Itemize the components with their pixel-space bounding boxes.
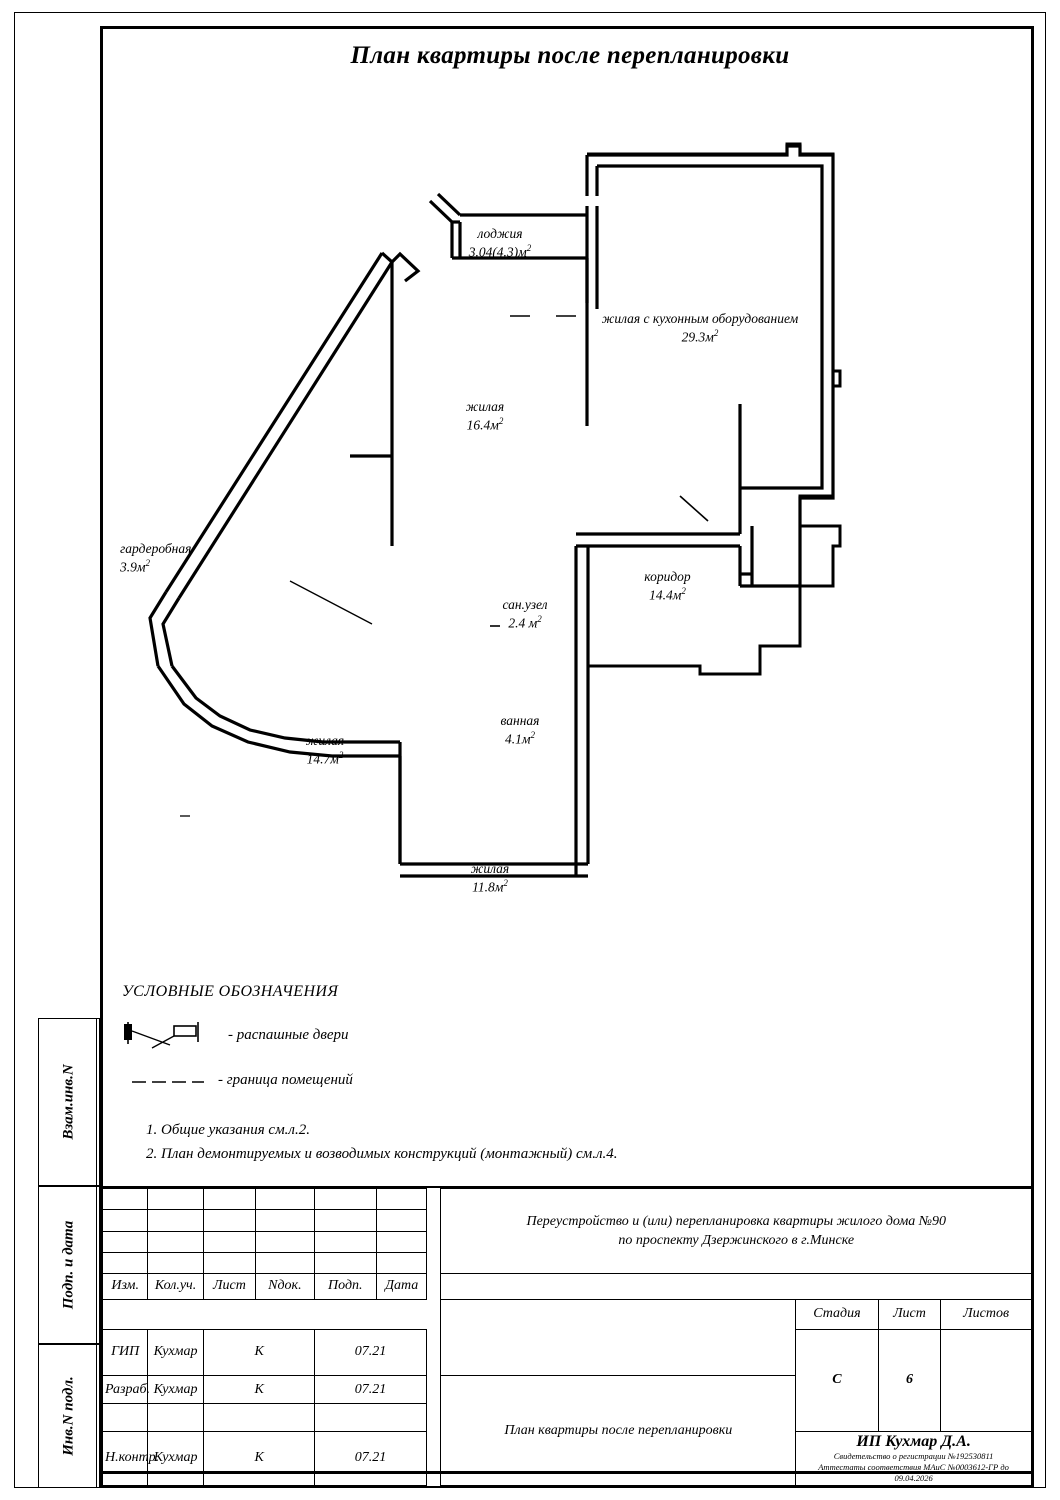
stamp-gap: [427, 1376, 441, 1404]
stamp-gap: [427, 1329, 441, 1376]
side-label-sign-date: [38, 1186, 100, 1344]
side-label-sign-date-text: Подп. и дата: [60, 1220, 77, 1310]
room-label-loggia: [430, 225, 570, 261]
room-area: 11.8м: [472, 879, 504, 895]
object-description: [441, 1189, 1032, 1274]
side-label-inv: [38, 1344, 100, 1488]
room-area: 3.04(4.3)м: [468, 244, 527, 260]
room-label-living-kitchen: [600, 310, 800, 347]
name-empty: [148, 1404, 203, 1432]
sheet-title: План квартиры после перепланировки: [441, 1376, 796, 1486]
stamp-blank: [203, 1210, 255, 1231]
drawing-title: План квартиры после перепланировки: [350, 42, 790, 69]
stamp-blank: [148, 1210, 203, 1231]
room-label-wc: [470, 596, 580, 632]
room-label-living-11: [430, 860, 550, 896]
role-razrab: Разраб.: [103, 1376, 148, 1404]
room-area: 14.4м: [649, 587, 682, 603]
legend-doors-label: - распашные двери: [228, 1027, 349, 1043]
col-header-list: Лист: [203, 1274, 255, 1300]
stamp-blank: [314, 1210, 376, 1231]
stamp-blank: [314, 1252, 376, 1273]
stamp-blank: [103, 1210, 148, 1231]
col-header-ndok: Nдок.: [256, 1274, 314, 1300]
title-block-table: [102, 1188, 1032, 1486]
sheet-value: 6: [878, 1329, 940, 1431]
role-empty: [103, 1404, 148, 1432]
legend-boundary-label: - граница помещений: [218, 1072, 353, 1088]
stamp-spacer: [256, 1299, 314, 1329]
name-nkontr: Кухмар: [148, 1431, 203, 1485]
name-razrab: Кухмар: [148, 1376, 203, 1404]
room-name: сан.узел: [502, 597, 548, 612]
room-label-living-16: [420, 398, 550, 434]
firm-certificate: Аттестаты соответствия МАиС №0003612-ГР до 09.04.2026: [818, 1462, 1009, 1483]
stamp-blank: [256, 1210, 314, 1231]
side-label-replace-text: Взам.инв.N: [60, 1064, 77, 1140]
room-label-wardrobe: [120, 540, 300, 576]
stamp-blank: [203, 1231, 255, 1252]
stamp-gap: [427, 1252, 441, 1273]
stamp-blank: [256, 1189, 314, 1210]
stamp-blank: [377, 1231, 427, 1252]
door-symbol-icon: [118, 1018, 223, 1052]
firm-registration: Свидетельство о регистрации №192530811: [833, 1451, 994, 1462]
side-label-divider-2: [77, 1187, 97, 1343]
room-area: 14.7м: [306, 751, 339, 767]
side-label-inv-text: Инв.N подл.: [60, 1376, 77, 1456]
room-area: 16.4м: [466, 417, 499, 433]
room-area: 3.9м: [120, 559, 146, 575]
side-label-divider-3: [77, 1345, 97, 1487]
legend-note-2: 2. План демонтируемых и возводимых конструкций (монтажный) см.л.4.: [146, 1146, 618, 1162]
room-area-sup: 2: [681, 585, 686, 596]
room-area: 4.1м: [505, 731, 531, 747]
stamp-blank: [377, 1189, 427, 1210]
stamp-blank: [103, 1252, 148, 1273]
stamp-gap: [427, 1210, 441, 1231]
object-line-1: Переустройство и (или) перепланировка квартиры жилого дома №90: [526, 1213, 946, 1229]
legend-note-1: 1. Общие указания см.л.2.: [146, 1122, 310, 1138]
stamp-blank: [256, 1231, 314, 1252]
role-gip: ГИП: [103, 1329, 148, 1376]
stamp-blank: [203, 1189, 255, 1210]
side-label-divider-1: [77, 1019, 97, 1185]
sheet-header: Лист: [878, 1299, 940, 1329]
room-area-sup: 2: [537, 613, 542, 624]
signature-gip: К: [203, 1329, 314, 1376]
room-area-sup: 2: [503, 877, 508, 888]
room-area-sup: 2: [713, 328, 719, 339]
room-label-bath: [460, 712, 580, 748]
stamp-gap: [427, 1299, 441, 1329]
room-area: 2.4 м: [508, 615, 538, 631]
room-label-corridor: [600, 568, 735, 604]
stamp-blank: [148, 1252, 203, 1273]
sheets-header: Листов: [941, 1299, 1032, 1329]
stamp-gap: [427, 1231, 441, 1252]
firm-name: ИП Кухмар Д.А.: [856, 1433, 971, 1451]
signature-razrab: К: [203, 1376, 314, 1404]
col-header-izm: Изм.: [103, 1274, 148, 1300]
date-empty: [314, 1404, 427, 1432]
stamp-blank: [203, 1252, 255, 1273]
stamp-blank: [314, 1189, 376, 1210]
stamp-blank: [256, 1252, 314, 1273]
stamp-spacer: [148, 1299, 203, 1329]
room-name: коридор: [644, 569, 691, 584]
date-razrab: 07.21: [314, 1376, 427, 1404]
col-header-data: Дата: [377, 1274, 427, 1300]
col-header-podp: Подп.: [314, 1274, 376, 1300]
stamp-gap: [427, 1431, 441, 1485]
stamp-spacer: [203, 1299, 255, 1329]
stamp-empty-block: [441, 1299, 796, 1376]
side-label-replace: [38, 1018, 100, 1186]
room-name: жилая: [465, 399, 505, 414]
stamp-blank: [314, 1231, 376, 1252]
room-area-sup: 2: [530, 729, 535, 740]
date-gip: 07.21: [314, 1329, 427, 1376]
room-area-sup: 2: [498, 415, 504, 426]
stage-header: Стадия: [796, 1299, 879, 1329]
sheets-value: [941, 1329, 1032, 1431]
date-nkontr: 07.21: [314, 1431, 427, 1485]
stage-value: С: [796, 1329, 879, 1431]
stamp-gap: [427, 1189, 441, 1210]
object-line-2: по проспекту Дзержинского в г.Минске: [618, 1233, 855, 1249]
room-name: жилая с кухонным оборудованием: [601, 311, 799, 326]
room-area-sup: 2: [145, 557, 150, 568]
room-label-living-14: [265, 732, 385, 768]
name-gip: Кухмар: [148, 1329, 203, 1376]
stamp-spacer: [103, 1299, 148, 1329]
room-name: ванная: [500, 713, 540, 728]
role-nkontr: Н.контр.: [103, 1431, 148, 1485]
room-area-sup: 2: [338, 749, 344, 760]
stamp-blank: [103, 1231, 148, 1252]
room-name: лоджия: [477, 226, 523, 241]
signature-empty: [203, 1404, 314, 1432]
signature-nkontr: К: [203, 1431, 314, 1485]
room-name: жилая: [305, 733, 345, 748]
stamp-spacer: [377, 1299, 427, 1329]
boundary-symbol-icon: [130, 1075, 210, 1089]
stamp-blank: [377, 1252, 427, 1273]
stamp-spacer: [314, 1299, 376, 1329]
legend-title: УСЛОВНЫЕ ОБОЗНАЧЕНИЯ: [122, 983, 339, 1000]
room-name: жилая: [470, 861, 510, 876]
room-name: гардеробная: [120, 541, 192, 556]
room-area: 29.3м: [681, 329, 714, 345]
stamp-blank: [148, 1231, 203, 1252]
col-header-kol: Кол.уч.: [148, 1274, 203, 1300]
room-area-sup: 2: [526, 242, 532, 253]
firm-block: [796, 1431, 1032, 1485]
stamp-gap: [427, 1274, 441, 1300]
stamp-blank: [103, 1189, 148, 1210]
stamp-blank: [148, 1189, 203, 1210]
stamp-blank: [377, 1210, 427, 1231]
title-block: [100, 1186, 1034, 1488]
stamp-gap: [427, 1404, 441, 1432]
